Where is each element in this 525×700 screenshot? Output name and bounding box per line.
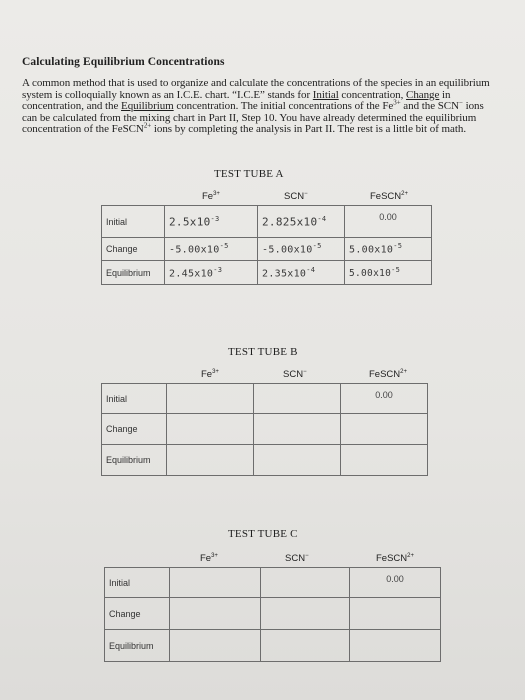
col-header-scn xyxy=(284,191,308,202)
intro-text: and the SCN xyxy=(400,100,459,113)
col-header-scn-text: SCN xyxy=(285,553,306,565)
intro-text: in concentration, and the xyxy=(22,88,451,113)
value-mantissa: -5.00x10 xyxy=(169,244,220,256)
value-mantissa: 2.5x10 xyxy=(169,215,211,229)
intro-text: ions by completing the analysis in Part II. The rest is a little bit of math. xyxy=(151,123,467,136)
col-header-fe-text: Fe xyxy=(202,191,214,203)
col-header-fe-text: Fe xyxy=(201,369,213,381)
cell-c-initial-scn[interactable] xyxy=(261,568,350,598)
value-exponent: -3 xyxy=(213,265,223,274)
cell-a-equilibrium-fe[interactable] xyxy=(165,261,258,285)
cell-c-change-fe[interactable] xyxy=(170,598,261,630)
col-header-fescn-charge: 2+ xyxy=(407,553,414,559)
col-header-scn xyxy=(283,369,307,380)
intro-text: A common method that is used to organize and calculate the concentrations of the species in an equilibrium system is colloquially known as an I.C.E. chart. “I.C.E” stands for xyxy=(22,77,490,101)
cell-b-initial-fe[interactable] xyxy=(167,384,254,414)
value-exponent: -4 xyxy=(306,265,316,274)
cell-b-equilibrium-fe[interactable] xyxy=(167,445,254,476)
cell-c-initial-fe[interactable] xyxy=(170,568,261,598)
col-header-fe-charge: 3+ xyxy=(212,369,219,375)
row-label-equilibrium: Equilibrium xyxy=(102,261,165,285)
handwritten-value xyxy=(345,242,431,255)
handwritten-value xyxy=(258,266,344,279)
cell-b-change-scn[interactable] xyxy=(254,414,341,445)
cell-a-equilibrium-fescn[interactable] xyxy=(345,261,432,285)
col-header-fe xyxy=(200,553,218,564)
cell-a-change-fe[interactable] xyxy=(165,238,258,261)
handwritten-value xyxy=(258,215,344,229)
value-mantissa: 2.35x10 xyxy=(262,268,307,280)
row-label-change: Change xyxy=(105,598,170,630)
intro-change-word: Change xyxy=(406,88,440,101)
col-header-fescn xyxy=(376,553,414,564)
handwritten-value xyxy=(258,242,344,255)
cell-b-equilibrium-scn[interactable] xyxy=(254,445,341,476)
intro-fescn-charge: 2+ xyxy=(143,121,152,130)
col-header-fe-charge: 3+ xyxy=(211,553,218,559)
col-header-scn-text: SCN xyxy=(283,369,304,381)
cell-c-change-fescn[interactable] xyxy=(350,598,441,630)
value-mantissa: 2.825x10 xyxy=(262,215,318,229)
preprinted-value: 0.00 xyxy=(386,574,404,584)
col-header-fe-text: Fe xyxy=(200,553,212,565)
value-exponent: -5 xyxy=(219,242,229,251)
col-header-scn xyxy=(285,553,309,564)
test-tube-b-title: TEST TUBE B xyxy=(228,346,298,358)
cell-c-equilibrium-scn[interactable] xyxy=(261,630,350,662)
value-mantissa: 2.45x10 xyxy=(169,268,214,280)
handwritten-value xyxy=(345,266,431,279)
handwritten-value xyxy=(165,242,257,255)
value-mantissa: 5.00x10 xyxy=(349,244,394,256)
cell-b-change-fescn[interactable] xyxy=(341,414,428,445)
cell-b-initial-scn[interactable] xyxy=(254,384,341,414)
col-header-fescn-text: FeSCN xyxy=(370,191,402,203)
ice-table-a xyxy=(101,205,432,285)
value-exponent: -3 xyxy=(210,214,220,223)
row-label-equilibrium: Equilibrium xyxy=(102,445,167,476)
col-header-fescn-text: FeSCN xyxy=(376,553,408,565)
test-tube-a-title: TEST TUBE A xyxy=(214,168,284,180)
row-label-initial: Initial xyxy=(102,384,167,414)
cell-b-change-fe[interactable] xyxy=(167,414,254,445)
cell-b-initial-fescn[interactable] xyxy=(341,384,428,414)
cell-c-initial-fescn[interactable] xyxy=(350,568,441,598)
cell-c-change-scn[interactable] xyxy=(261,598,350,630)
value-mantissa: 5.00x10 xyxy=(349,268,392,280)
row-label-change: Change xyxy=(102,238,165,261)
worksheet-title: Calculating Equilibrium Concentrations xyxy=(22,56,225,68)
col-header-scn-text: SCN xyxy=(284,191,305,203)
col-header-scn-charge: − xyxy=(304,191,308,197)
ice-table-c xyxy=(104,567,441,662)
intro-fe-charge: 3+ xyxy=(393,98,401,107)
col-header-fescn-text: FeSCN xyxy=(369,369,401,381)
cell-a-equilibrium-scn[interactable] xyxy=(258,261,345,285)
intro-initial-word: Initial xyxy=(312,88,339,101)
intro-scn-charge: − xyxy=(458,98,463,107)
intro-text: concentration, xyxy=(338,88,407,101)
row-label-initial: Initial xyxy=(102,206,165,238)
col-header-fe xyxy=(202,191,220,202)
value-mantissa: -5.00x10 xyxy=(262,244,313,256)
value-exponent: -4 xyxy=(317,214,327,223)
row-label-equilibrium: Equilibrium xyxy=(105,630,170,662)
row-label-initial: Initial xyxy=(105,568,170,598)
col-header-fe xyxy=(201,369,219,380)
preprinted-value: 0.00 xyxy=(375,390,393,400)
cell-a-initial-scn[interactable] xyxy=(258,206,345,238)
cell-c-equilibrium-fe[interactable] xyxy=(170,630,261,662)
cell-a-change-fescn[interactable] xyxy=(345,238,432,261)
cell-b-equilibrium-fescn[interactable] xyxy=(341,445,428,476)
col-header-fescn-charge: 2+ xyxy=(401,191,408,197)
ice-table-b xyxy=(101,383,428,476)
intro-equilibrium-word: Equilibrium xyxy=(121,100,174,113)
col-header-scn-charge: − xyxy=(305,553,309,559)
col-header-fescn xyxy=(370,191,408,202)
col-header-fe-charge: 3+ xyxy=(213,191,220,197)
intro-text: ions can be calculated from the mixing chart in Part II, Step 10. You have already determined the equilibrium concentration of the FeSCN xyxy=(22,100,484,136)
handwritten-value xyxy=(165,215,257,229)
col-header-fescn xyxy=(369,369,407,380)
preprinted-value: 0.00 xyxy=(379,212,397,222)
value-exponent: -5 xyxy=(391,265,401,274)
handwritten-value xyxy=(165,266,257,279)
intro-text: concentration. The initial concentrations of the Fe xyxy=(173,100,394,113)
col-header-fescn-charge: 2+ xyxy=(400,369,407,375)
cell-c-equilibrium-fescn[interactable] xyxy=(350,630,441,662)
cell-a-initial-fescn[interactable] xyxy=(345,206,432,238)
row-label-change: Change xyxy=(102,414,167,445)
cell-a-initial-fe[interactable] xyxy=(165,206,258,238)
value-exponent: -5 xyxy=(393,242,403,251)
intro-paragraph xyxy=(22,78,497,136)
col-header-scn-charge: − xyxy=(303,369,307,375)
value-exponent: -5 xyxy=(312,242,322,251)
test-tube-c-title: TEST TUBE C xyxy=(228,528,298,540)
cell-a-change-scn[interactable] xyxy=(258,238,345,261)
